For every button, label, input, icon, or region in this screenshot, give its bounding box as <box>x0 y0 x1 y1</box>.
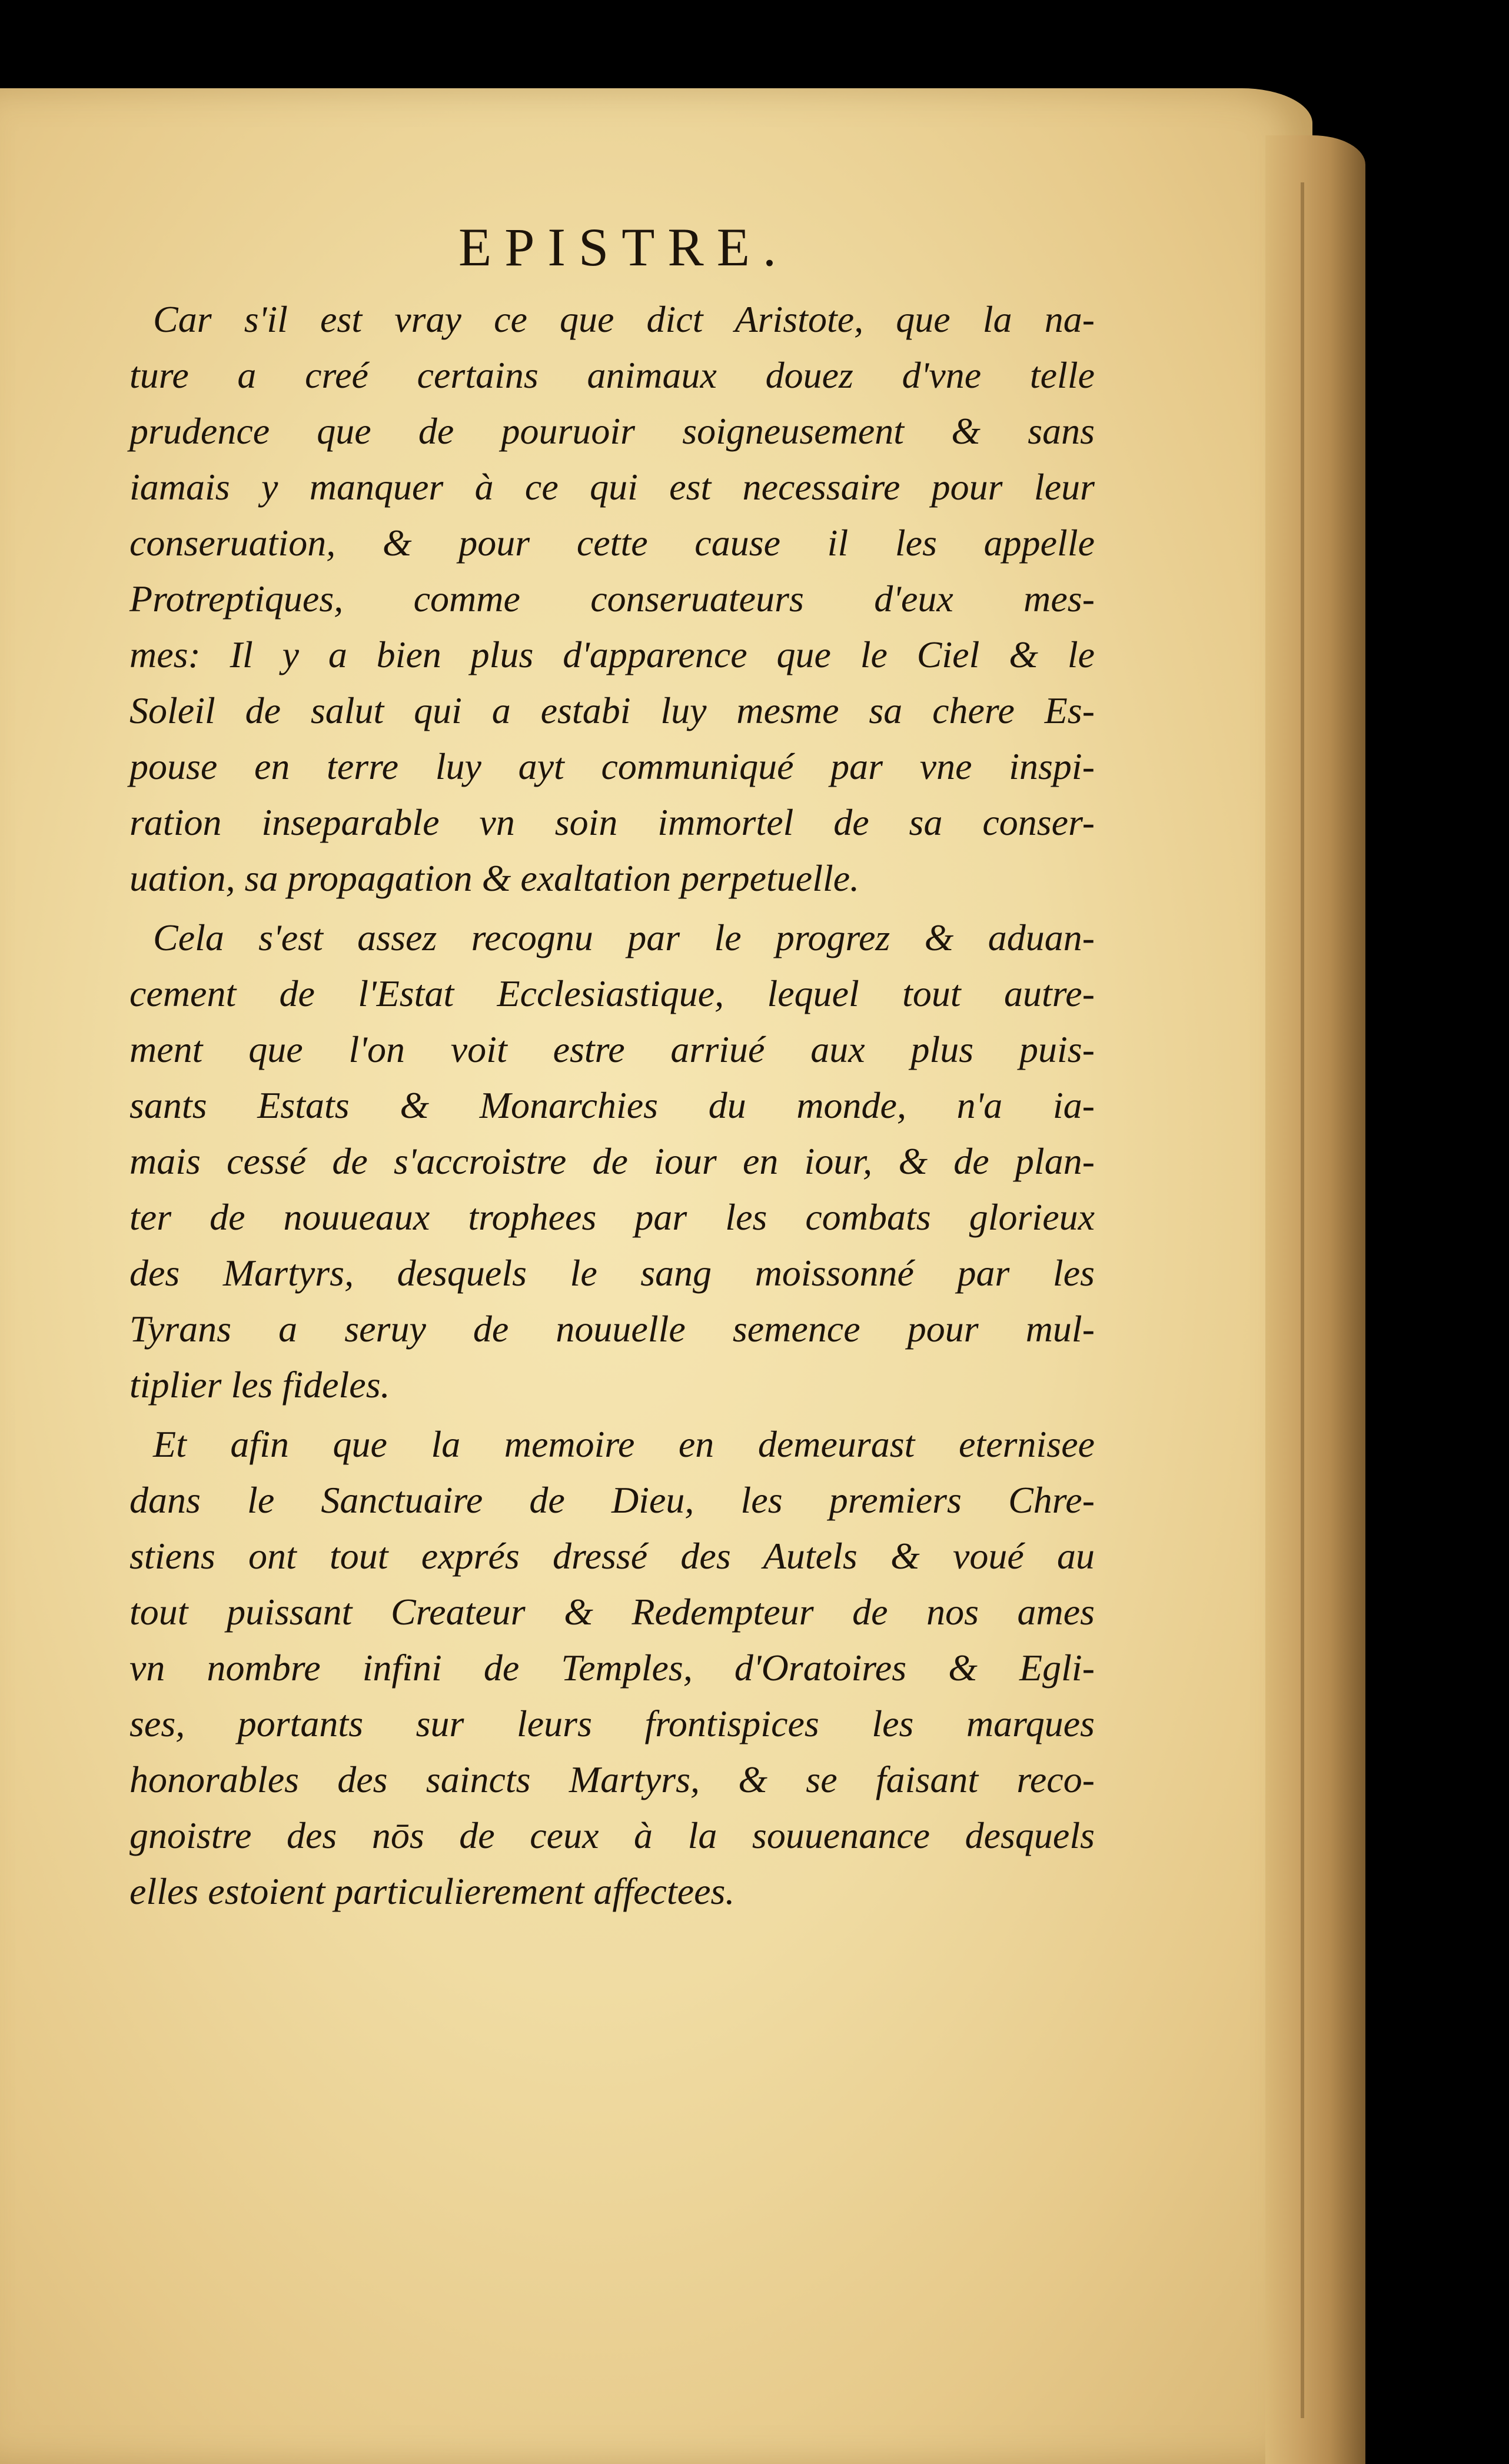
text-line: vn nombre infini de Temples, d'Oratoires & Egli- <box>129 1647 1095 1689</box>
text-line: mes: Il y a bien plus d'apparence que le Ciel & le <box>129 634 1095 675</box>
text-line: stiens ont tout exprés dressé des Autels & voué au <box>129 1535 1095 1577</box>
text-line: Soleil de salut qui a estabi luy mesme sa chere Es- <box>129 690 1095 731</box>
text-line: Cela s'est assez recognu par le progrez & aduan- <box>153 917 1095 958</box>
text-line: gnoistre des nōs de ceux à la souuenance desquels <box>129 1814 1095 1856</box>
text-line: dans le Sanctuaire de Dieu, les premiers Chre- <box>129 1479 1095 1521</box>
text-line: ses, portants sur leurs frontispices les marques <box>129 1703 1095 1744</box>
text-line: ter de nouueaux trophees par les combats glorieux <box>129 1196 1095 1238</box>
text-line: tout puissant Createur & Redempteur de nos ames <box>129 1591 1095 1633</box>
text-line: prudence que de pouruoir soigneusement & sans <box>129 410 1095 452</box>
text-line: Car s'il est vray ce que dict Aristote, que la na- <box>153 298 1095 340</box>
text-line: sants Estats & Monarchies du monde, n'a ia- <box>129 1084 1095 1126</box>
text-line: ment que l'on voit estre arriué aux plus puis- <box>129 1028 1095 1070</box>
text-line: ration inseparable vn soin immortel de sa conser- <box>129 801 1095 843</box>
text-line: conseruation, & pour cette cause il les appelle <box>129 522 1095 564</box>
text-line: cement de l'Estat Ecclesiastique, lequel tout autre- <box>129 973 1095 1014</box>
text-line: Et afin que la memoire en demeurast eternisee <box>153 1423 1095 1465</box>
page-heading: EPISTRE. <box>458 217 789 277</box>
book-fore-edge <box>1265 135 1365 2464</box>
text-line: elles estoient particulierement affectees. <box>129 1870 735 1912</box>
text-line: uation, sa propagation & exaltation perpetuelle. <box>129 857 860 899</box>
text-line: iamais y manquer à ce qui est necessaire pour leur <box>129 466 1095 508</box>
text-line: Protreptiques, comme conseruateurs d'eux mes- <box>129 578 1095 620</box>
text-line: des Martyrs, desquels le sang moissonné par les <box>129 1252 1095 1294</box>
text-line: tiplier les fideles. <box>129 1364 390 1406</box>
text-line: honorables des saincts Martyrs, & se faisant reco- <box>129 1759 1095 1800</box>
text-line: mais cessé de s'accroistre de iour en iour, & de plan- <box>129 1140 1095 1182</box>
paragraph-3 <box>129 1416 1095 1919</box>
text-line: ture a creé certains animaux douez d'vne telle <box>129 354 1095 396</box>
page-text <box>129 215 1095 1919</box>
paragraph-1 <box>129 291 1095 906</box>
text-line: Tyrans a seruy de nouuelle semence pour mul- <box>129 1308 1095 1350</box>
paragraph-2 <box>129 910 1095 1413</box>
text-line: pouse en terre luy ayt communiqué par vne inspi- <box>129 745 1095 787</box>
